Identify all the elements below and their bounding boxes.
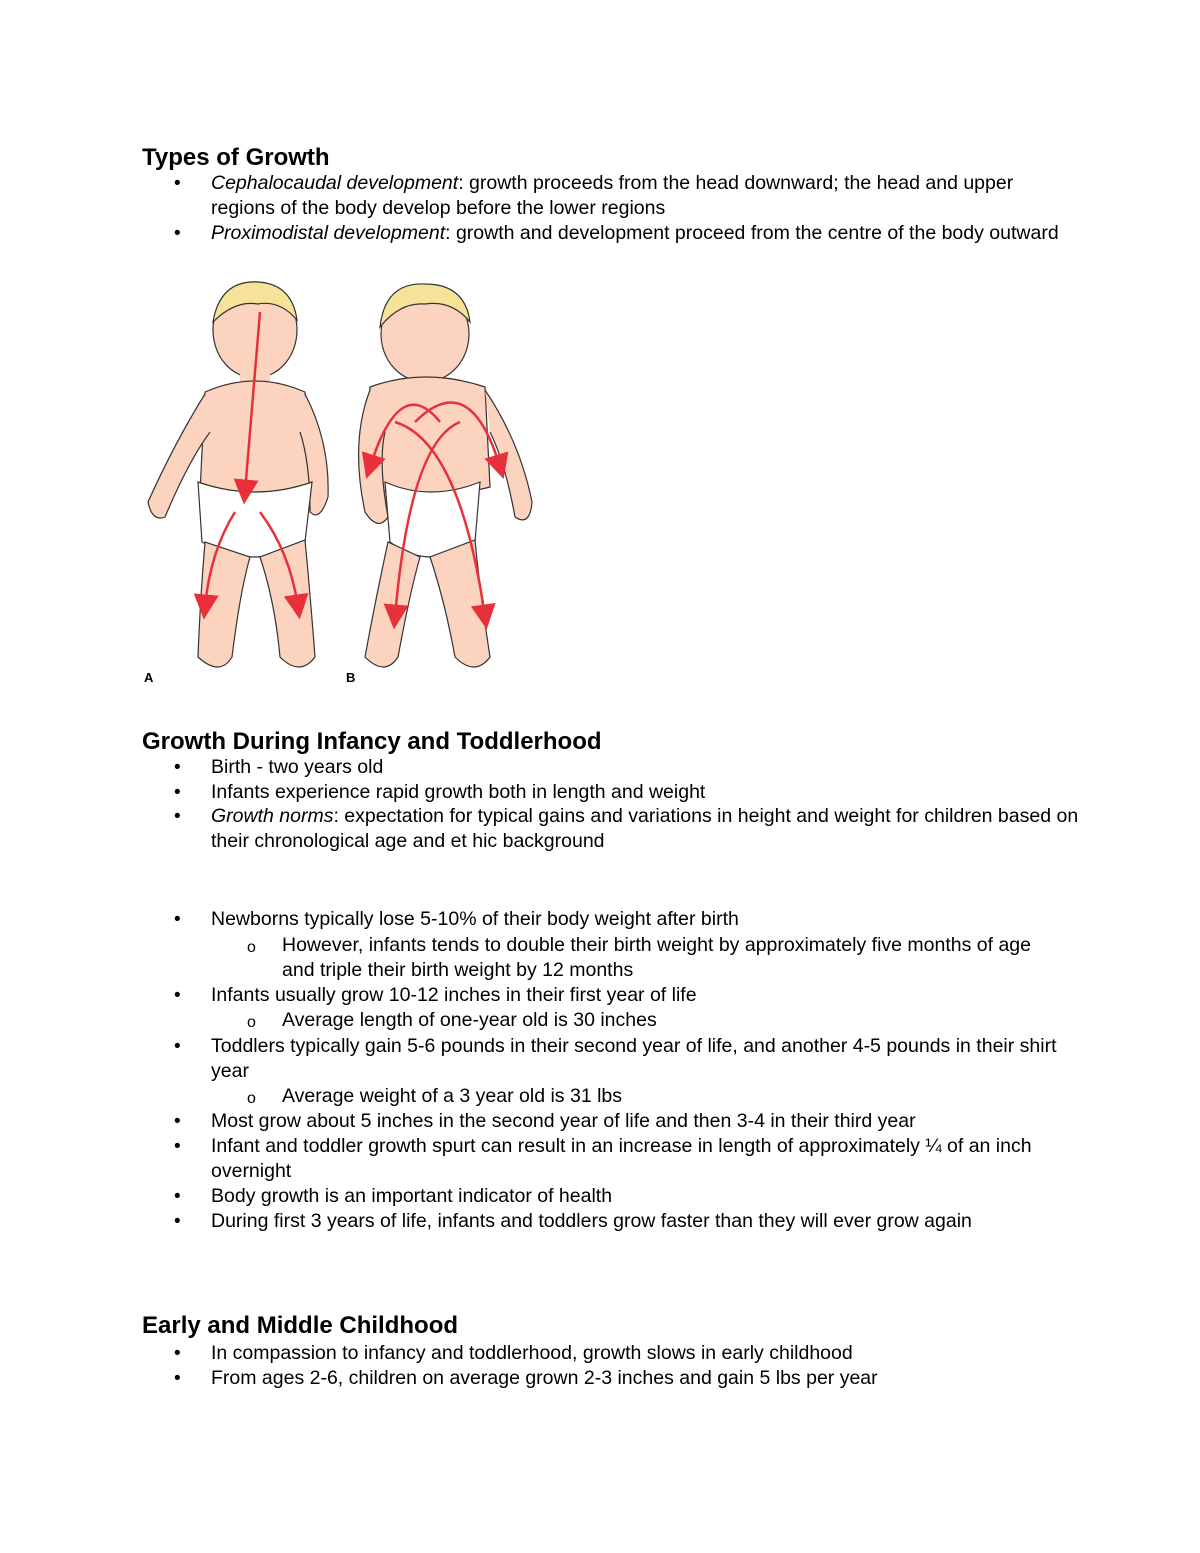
heading-early-middle-childhood: Early and Middle Childhood [142,1312,459,1339]
bullet-icon: • [174,173,181,194]
heading-types-of-growth: Types of Growth [142,144,330,171]
bullet-icon: • [174,1111,181,1132]
list-item-text: : expectation for typical gains and variations in height and weight for children based on their chronological age and et hic background [211,805,1079,852]
list-item-text: In compassion to infancy and toddlerhood, growth slows in early childhood [211,1342,853,1364]
list-item-text: Average weight of a 3 year old is 31 lbs [282,1085,623,1107]
bullet-icon: • [174,909,181,930]
bullet-icon: • [174,1186,181,1207]
list-item [174,221,1081,246]
circle-bullet-icon: o [247,1090,256,1107]
term: Cephalocaudal development [211,172,459,194]
list-item-text: : growth and development proceed from the centre of the body outward [445,222,1059,244]
term: Growth norms [211,805,334,827]
list-item [174,1109,1081,1134]
list-item [174,755,1081,780]
bullet-icon: • [174,1368,181,1389]
bullet-icon: • [174,985,181,1006]
list-item-text: Average length of one-year old is 30 inches [282,1009,657,1031]
figure-label-a: A [144,670,154,685]
list-item [174,1134,1061,1184]
bullet-icon: • [174,223,181,244]
list-item-text: During first 3 years of life, infants and toddlers grow faster than they will ever grow again [211,1210,972,1232]
circle-bullet-icon: o [247,939,256,956]
list-item-text: : growth proceeds from the head downward; the head and upper regions of the body develop before the lower regions [211,172,1014,219]
baby-figures-svg [140,272,540,692]
baby-b-figure [359,284,532,667]
baby-a-figure [148,282,328,667]
list-item-text: Birth - two years old [211,756,384,778]
list-item [174,1209,1111,1234]
list-item [174,1366,1081,1391]
list-item-text: From ages 2-6, children on average grown 2-3 inches and gain 5 lbs per year [211,1367,878,1389]
bullet-icon: • [174,1343,181,1364]
sub-list-item [247,1008,1082,1033]
list-item [174,1184,1081,1209]
list-item-text: Most grow about 5 inches in the second year of life and then 3-4 in their third year [211,1110,916,1132]
bullet-icon: • [174,757,181,778]
list-item [174,1034,1071,1084]
list-item [174,171,1081,221]
bullet-icon: • [174,1136,181,1157]
bullet-icon: • [174,806,181,827]
circle-bullet-icon: o [247,1014,256,1031]
list-item [174,1341,1081,1366]
heading-infancy-toddlerhood: Growth During Infancy and Toddlerhood [142,728,602,755]
bullet-icon: • [174,782,181,803]
growth-direction-illustration [140,272,540,692]
list-item-text: Newborns typically lose 5-10% of their body weight after birth [211,908,739,930]
list-item-text: Infants experience rapid growth both in length and weight [211,781,706,803]
bullet-icon: • [174,1036,181,1057]
figure-label-b: B [346,670,356,685]
list-item-text: Toddlers typically gain 5-6 pounds in their second year of life, and another 4-5 pounds in their shirt year [211,1035,1057,1082]
sub-list-item [247,1084,1082,1109]
list-item-text: Body growth is an important indicator of health [211,1185,613,1207]
list-item-text: However, infants tends to double their birth weight by approximately five months of age and triple their birth weight by 12 months [282,934,1031,981]
term: Proximodistal development [211,222,446,244]
list-item-text: Infant and toddler growth spurt can result in an increase in length of approximately ¼ of an inch overnight [211,1135,1032,1182]
list-item [174,983,1081,1008]
bullet-icon: • [174,1211,181,1232]
list-item [174,780,1081,805]
sub-list-item [247,933,1062,983]
list-item [174,907,1081,932]
list-item-text: Infants usually grow 10-12 inches in their first year of life [211,984,697,1006]
list-item [174,804,1081,854]
